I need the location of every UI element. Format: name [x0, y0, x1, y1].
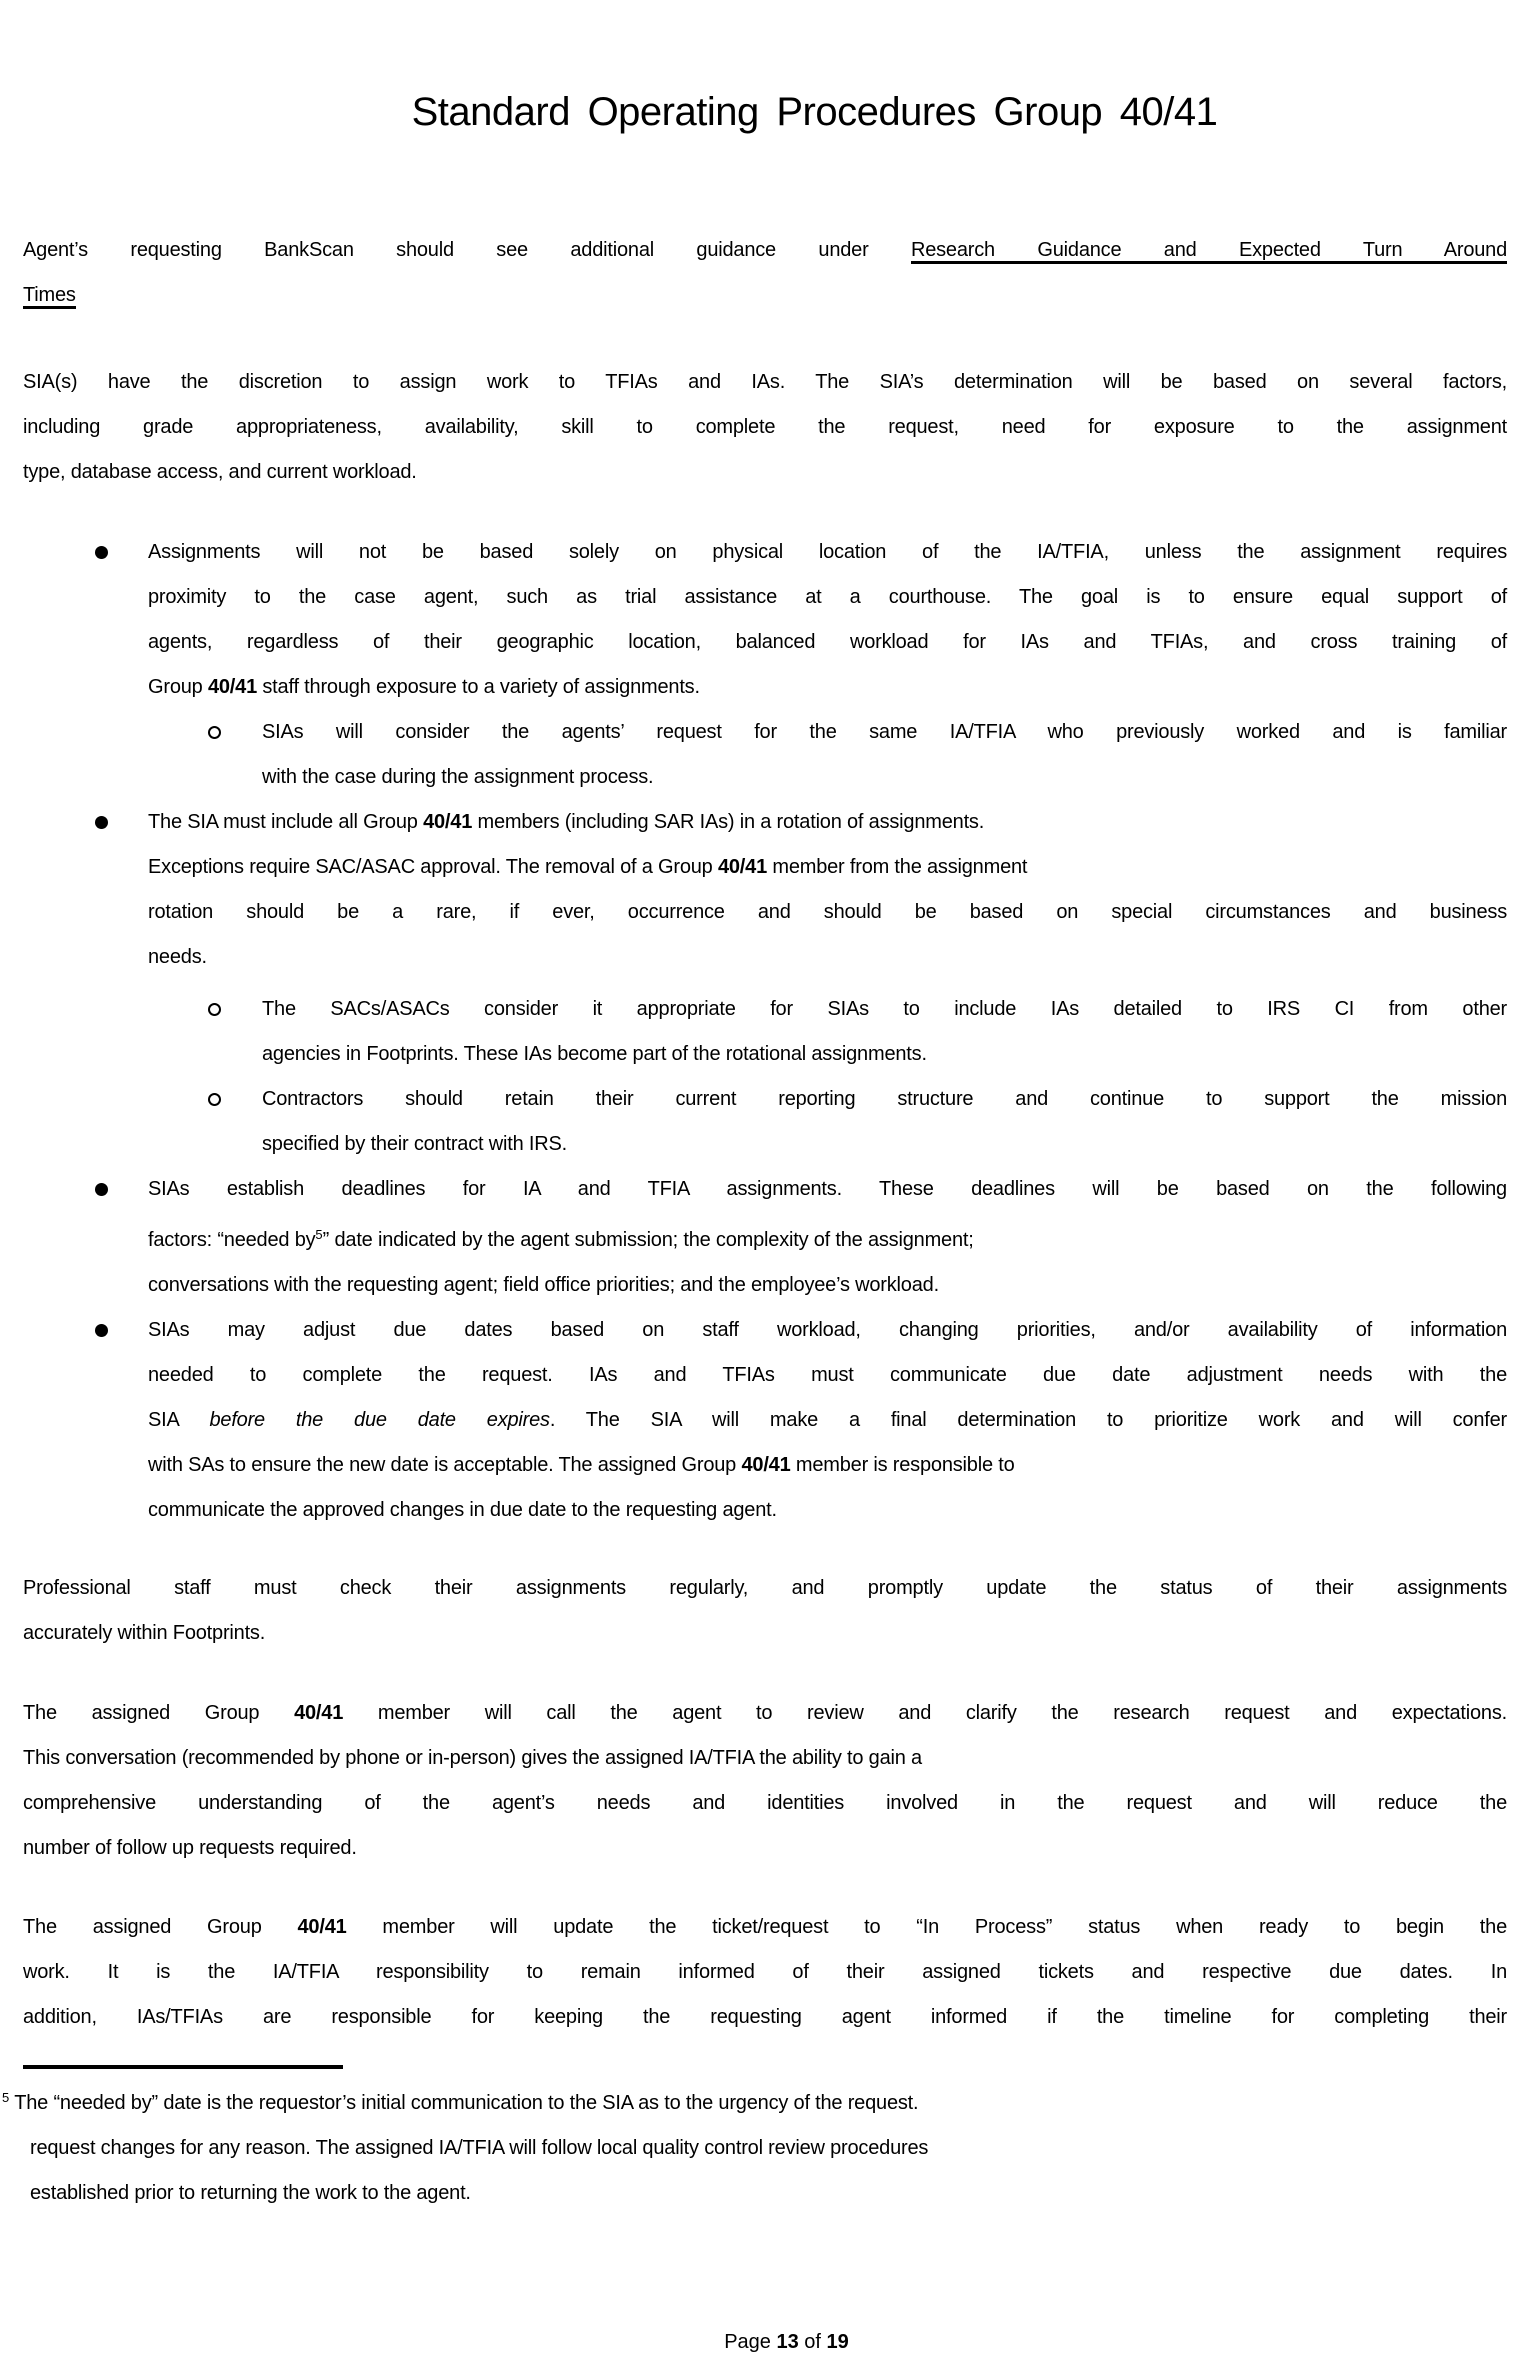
paragraph — [23, 1566, 1507, 1656]
text-segment: Contractors should retain their current reporting structure and continue to support the mission — [262, 1088, 1507, 1110]
page-number-total: 19 — [826, 2331, 849, 2353]
text-segment: proximity to the case agent, such as trial assistance at a courthouse. The goal is to ensure equal support of — [148, 586, 1507, 608]
circle-bullet-icon — [208, 726, 221, 739]
text-line — [148, 1488, 1507, 1533]
text-segment: member from the assignment — [767, 856, 1028, 878]
bullet-item — [148, 530, 1507, 710]
paragraph — [23, 1691, 1507, 1871]
text-segment: Assignments will not be based solely on physical location of the IA/TFIA, unless the assignment requires — [148, 541, 1507, 563]
bullet-icon — [95, 1183, 108, 1196]
text-segment: type, database access, and current workload. — [23, 461, 417, 483]
text-line — [23, 1691, 1507, 1736]
text-segment: ” date indicated by the agent submission; the complexity of the assignment; — [322, 1229, 974, 1251]
text-line — [262, 755, 1507, 800]
text-segment: Group — [148, 676, 208, 698]
text-segment: including grade appropriateness, availability, skill to complete the request, need for exposure to the assignment — [23, 416, 1507, 438]
text-line — [23, 1950, 1507, 1995]
text-segment: conversations with the requesting agent; field office priorities; and the employee’s workload. — [148, 1274, 939, 1296]
text-segment: member will update the ticket/request to “In Process” status when ready to begin the — [346, 1916, 1507, 1938]
link-text[interactable]: Times — [23, 284, 76, 309]
text-line — [23, 1905, 1507, 1950]
text-line — [148, 1263, 1507, 1308]
paragraph — [23, 360, 1507, 495]
text-segment: staff through exposure to a variety of assignments. — [257, 676, 700, 698]
text-line — [23, 273, 1507, 318]
text-line — [262, 1077, 1507, 1122]
link-text[interactable]: Research Guidance and Expected Turn Around — [911, 239, 1507, 264]
text-line — [148, 890, 1507, 935]
text-segment: 5 — [2, 2090, 10, 2105]
footer-label: Page — [724, 2331, 777, 2353]
text-segment: with SAs to ensure the new date is acceptable. The assigned Group — [148, 1454, 742, 1476]
text-line — [148, 800, 1507, 845]
text-line — [262, 1032, 1507, 1077]
text-segment: The SIA must include all Group — [148, 811, 424, 833]
text-segment: 5 — [315, 1227, 323, 1242]
text-line — [262, 710, 1507, 755]
text-segment: 40/41 — [717, 856, 768, 878]
text-segment: member is responsible to — [790, 1454, 1015, 1476]
bullet-icon — [95, 546, 108, 559]
text-segment: 40/41 — [207, 676, 258, 698]
bullet-item — [148, 800, 1507, 980]
text-line — [23, 1566, 1507, 1611]
text-line — [148, 530, 1507, 575]
text-segment: accurately within Footprints. — [23, 1622, 266, 1644]
text-segment: This conversation (recommended by phone or in-person) gives the assigned IA/TFIA the ability to gain a — [23, 1747, 922, 1769]
text-segment: The SACs/ASACs consider it appropriate for SIAs to include IAs detailed to IRS CI from other — [262, 998, 1507, 1020]
text-segment: members (including SAR IAs) in a rotation of assignments. — [472, 811, 985, 833]
text-line — [262, 1122, 1507, 1167]
text-line — [23, 1826, 1507, 1871]
text-line — [23, 405, 1507, 450]
text-segment: SIAs will consider the agents’ request for the same IA/TFIA who previously worked and is familiar — [262, 721, 1507, 743]
sub-bullet-item — [262, 987, 1507, 1077]
text-segment: SIA — [148, 1409, 210, 1431]
text-line — [23, 1736, 1507, 1781]
text-segment: work. It is the IA/TFIA responsibility to remain informed of their assigned tickets and respective due dates. In — [23, 1961, 1507, 1983]
text-segment: The assigned Group — [23, 1702, 295, 1724]
text-segment: factors: “needed by — [148, 1229, 316, 1251]
text-segment: The assigned Group — [23, 1916, 298, 1938]
text-line — [23, 450, 1507, 495]
text-segment: agents, regardless of their geographic location, balanced workload for IAs and TFIAs, and cross training of — [148, 631, 1507, 653]
text-segment: SIAs establish deadlines for IA and TFIA assignments. These deadlines will be based on the following — [148, 1178, 1507, 1200]
text-segment: 40/41 — [423, 811, 473, 833]
document-title: Standard Operating Procedures Group 40/41 — [411, 90, 1218, 134]
text-segment: Agent’s requesting BankScan should see additional guidance under — [23, 239, 911, 261]
text-line — [23, 1995, 1507, 2040]
page-number-current: 13 — [776, 2331, 799, 2353]
text-line — [23, 228, 1507, 273]
text-segment: 40/41 — [294, 1702, 344, 1724]
text-segment: SIA(s) have the discretion to assign work to TFIAs and IAs. The SIA’s determination will be based on several factors, — [23, 371, 1507, 393]
text-segment: agencies in Footprints. These IAs become part of the rotational assignments. — [262, 1043, 927, 1065]
text-line — [23, 360, 1507, 405]
footer-of-label: of — [798, 2331, 827, 2353]
text-line — [148, 620, 1507, 665]
text-segment: 40/41 — [297, 1916, 347, 1938]
bullet-icon — [95, 816, 108, 829]
text-segment: needs. — [148, 946, 207, 968]
text-line — [148, 1443, 1507, 1488]
text-line — [23, 1611, 1507, 1656]
circle-bullet-icon — [208, 1093, 221, 1106]
text-segment: Professional staff must check their assignments regularly, and promptly update the status of their assignments — [23, 1577, 1507, 1599]
text-segment: request changes for any reason. The assigned IA/TFIA will follow local quality control review procedures — [30, 2137, 929, 2159]
text-line — [0, 2075, 1507, 2126]
text-line — [148, 1308, 1507, 1353]
text-line — [148, 845, 1507, 890]
text-line — [148, 665, 1507, 710]
circle-bullet-icon — [208, 1003, 221, 1016]
page-footer — [27, 2330, 1519, 2354]
text-segment: established prior to returning the work to the agent. — [30, 2182, 471, 2204]
text-line — [23, 1781, 1507, 1826]
text-segment: 40/41 — [741, 1454, 791, 1476]
text-line — [148, 1398, 1507, 1443]
text-segment: communicate the approved changes in due date to the requesting agent. — [148, 1499, 777, 1521]
bullet-item — [148, 1308, 1507, 1533]
sub-bullet-item — [262, 710, 1507, 800]
text-segment: The “needed by” date is the requestor’s initial communication to the SIA as to the urgency of the request. — [9, 2092, 919, 2114]
text-segment: specified by their contract with IRS. — [262, 1133, 567, 1155]
text-segment: rotation should be a rare, if ever, occurrence and should be based on special circumstances and business — [148, 901, 1507, 923]
footnote — [0, 2075, 1507, 2216]
text-line — [148, 1212, 1507, 1263]
paragraph — [23, 1905, 1507, 2040]
text-segment: needed to complete the request. IAs and TFIAs must communicate due date adjustment needs with the — [148, 1364, 1507, 1386]
text-segment: member will call the agent to review and clarify the research request and expectations. — [343, 1702, 1508, 1724]
text-segment: before the due date expires — [209, 1409, 550, 1431]
text-line — [148, 575, 1507, 620]
text-segment: SIAs may adjust due dates based on staff workload, changing priorities, and/or availability of information — [148, 1319, 1507, 1341]
sub-bullet-item — [262, 1077, 1507, 1167]
bullet-item — [148, 1167, 1507, 1308]
text-segment: addition, IAs/TFIAs are responsible for keeping the requesting agent informed if the timeline for completing their — [23, 2006, 1507, 2028]
text-line — [148, 935, 1507, 980]
text-line — [0, 2171, 1507, 2216]
bullet-icon — [95, 1324, 108, 1337]
text-segment: . The SIA will make a final determination to prioritize work and will confer — [549, 1409, 1507, 1431]
text-segment: Exceptions require SAC/ASAC approval. The removal of a Group — [148, 856, 718, 878]
text-line — [148, 1167, 1507, 1212]
text-line — [0, 2126, 1507, 2171]
document-body — [0, 228, 1519, 2216]
text-segment: number of follow up requests required. — [23, 1837, 357, 1859]
text-line — [148, 1353, 1507, 1398]
text-segment: comprehensive understanding of the agent’s needs and identities involved in the request and will reduce the — [23, 1792, 1507, 1814]
text-line — [262, 987, 1507, 1032]
text-segment: with the case during the assignment process. — [262, 766, 654, 788]
footnote-separator — [23, 2065, 343, 2069]
paragraph — [23, 228, 1507, 318]
